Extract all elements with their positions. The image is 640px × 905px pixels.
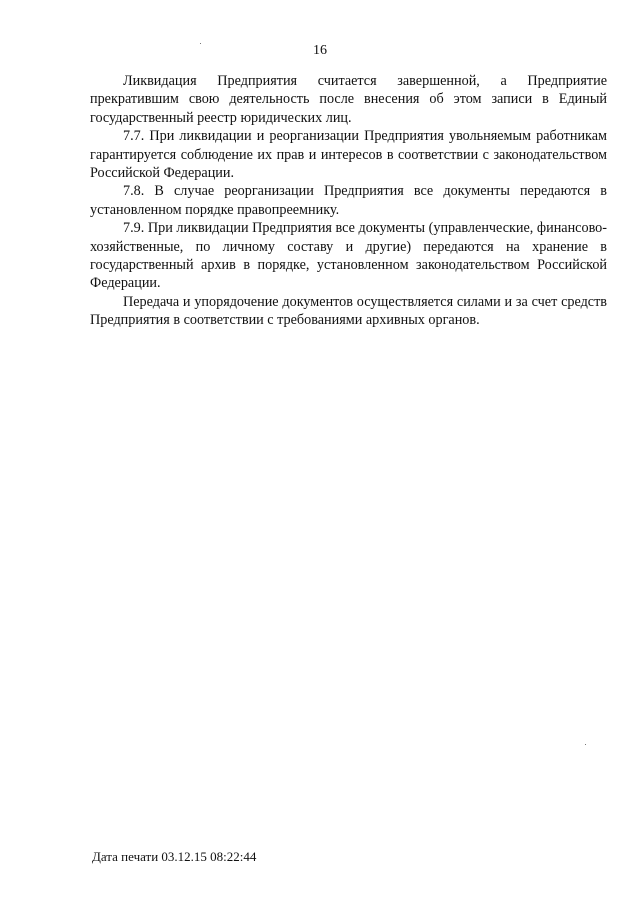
paragraph-7-9: 7.9. При ликвидации Предприятия все документы (управленческие, финансово-хозяйственные, по личному составу и другие) передаются на хранение в государственный архив в порядке, установленном законодательством Российской Федерации. [90, 220, 607, 292]
scan-speck [585, 744, 586, 745]
print-date: Дата печати 03.12.15 08:22:44 [92, 849, 257, 864]
paragraph-7-7: 7.7. При ликвидации и реорганизации Предприятия увольняемым работникам гарантируется соблюдение их прав и интересов в соответствии с законодательством Российской Федерации. [90, 128, 607, 182]
paragraph-document-transfer: Передача и упорядочение документов осуществляется силами и за счет средств Предприятия в соответствии с требованиями архивных органов. [90, 293, 607, 329]
page-number: 16 [313, 43, 327, 58]
document-body [90, 72, 607, 330]
paragraph-7-8: 7.8. В случае реорганизации Предприятия все документы передаются в установленном порядке правопреемнику. [90, 183, 607, 218]
paragraph-liquidation-complete: Ликвидация Предприятия считается завершенной, а Предприятие прекратившим свою деятельность после внесения об этом записи в Единый государственный реестр юридических лиц. [90, 73, 607, 126]
